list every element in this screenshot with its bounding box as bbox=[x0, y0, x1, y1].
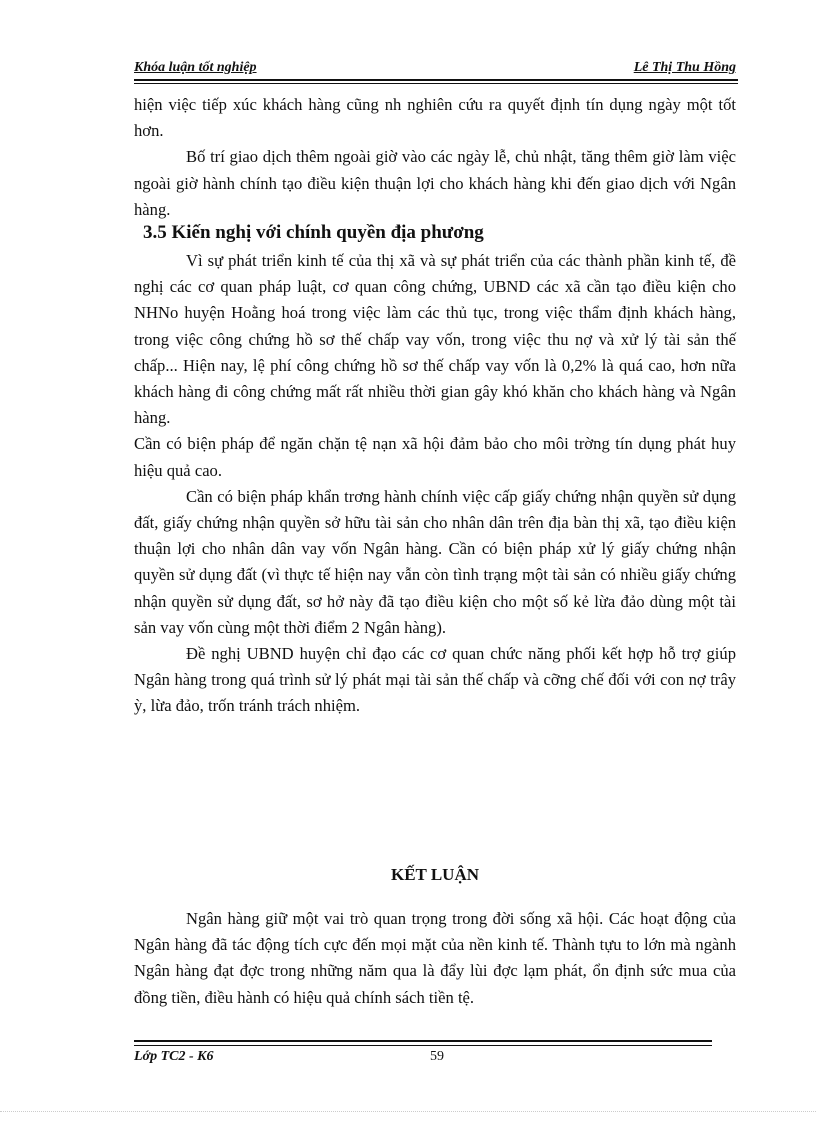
header-author: Lê Thị Thu Hồng bbox=[633, 60, 736, 75]
text-block-2 bbox=[134, 248, 736, 720]
paragraph-social-evils: Cần có biện pháp để ngăn chặn tệ nạn xã hội đảm bảo cho môi trờng tín dụng phát huy hiệu quả cao. bbox=[134, 434, 736, 480]
paragraph-land-certificates: Cần có biện pháp khẩn trơng hành chính việc cấp giấy chứng nhận quyền sử dụng đất, giấy chứng nhận quyền sở hữu tài sản cho nhân dân trên địa bàn thị xã, tạo điều kiện thuận lợi cho nhân dân vay vốn Ngân hàng. Cần có biện pháp xử lý giấy chứng nhận quyền sử dụng đất (vì thực tế hiện nay vẫn còn tình trạng một tài sản có nhiều giấy chứng nhận quyền sử dụng đất, sơ hở này đã tạo điều kiện cho một số kẻ lừa đảo dùng một tài sản vay vốn cùng một thời điểm 2 Ngân hàng). bbox=[134, 486, 736, 637]
footer-rule-thin bbox=[134, 1045, 712, 1046]
page-number: 59 bbox=[430, 1049, 444, 1064]
header-rule-thick bbox=[134, 79, 738, 81]
text-block-conclusion bbox=[134, 906, 736, 1011]
conclusion-heading: KẾT LUẬN bbox=[390, 865, 479, 884]
footer-class: Lớp TC2 - K6 bbox=[134, 1049, 214, 1064]
paragraph-extra-hours: Bố trí giao dịch thêm ngoài giờ vào các ngày lễ, chủ nhật, tăng thêm giờ làm việc ngoài giờ hành chính tạo điều kiện thuận lợi cho khách hàng khi đến giao dịch với Ngân hàng. bbox=[134, 147, 736, 219]
page-bottom-dotted-divider bbox=[0, 1111, 816, 1112]
paragraph-ubnd-support: Đề nghị UBND huyện chỉ đạo các cơ quan chức năng phối kết hợp hỗ trợ giúp Ngân hàng trong quá trình sử lý phát mại tài sản thế chấp và cỡng chế đối với con nợ trây ỳ, lừa đảo, trốn tránh trách nhiệm. bbox=[134, 644, 736, 716]
page-header bbox=[134, 58, 736, 80]
section-heading: 3.5 Kiến nghị với chính quyền địa phương bbox=[143, 222, 484, 243]
header-rule-thin bbox=[134, 83, 738, 84]
text-block-1 bbox=[134, 92, 736, 223]
paragraph-continuation: hiện việc tiếp xúc khách hàng cũng nh nghiên cứu ra quyết định tín dụng ngày một tốt hơn. bbox=[134, 95, 736, 141]
header-thesis-title: Khóa luận tốt nghiệp bbox=[134, 60, 257, 75]
footer-rule-thick bbox=[134, 1040, 712, 1042]
paragraph-recommendation: Vì sự phát triển kinh tế của thị xã và sự phát triển của các thành phần kinh tế, đề nghị các cơ quan pháp luật, cơ quan công chứng, UBND các xã cần tạo điều kiện cho NHNo huyện Hoằng hoá trong việc làm các thủ tục, trong việc thẩm định khách hàng, trong việc công chứng hồ sơ thế chấp vay vốn, trong việc thu nợ và xử lý tài sản thế chấp... Hiện nay, lệ phí công chứng hồ sơ thế chấp vay vốn là 0,2% là quá cao, hơn nữa khách hàng đi công chứng mất rất nhiều thời gian gây khó khăn cho khách hàng và Ngân hàng. bbox=[134, 251, 736, 428]
paragraph-conclusion: Ngân hàng giữ một vai trò quan trọng trong đời sống xã hội. Các hoạt động của Ngân hàng đã tác động tích cực đến mọi mặt của nền kinh tế. Thành tựu to lớn mà ngành Ngân hàng đạt đợc trong những năm qua là đẩy lùi đợc lạm phát, ổn định sức mua của đồng tiền, điều hành có hiệu quả chính sách tiền tệ. bbox=[134, 909, 736, 1007]
